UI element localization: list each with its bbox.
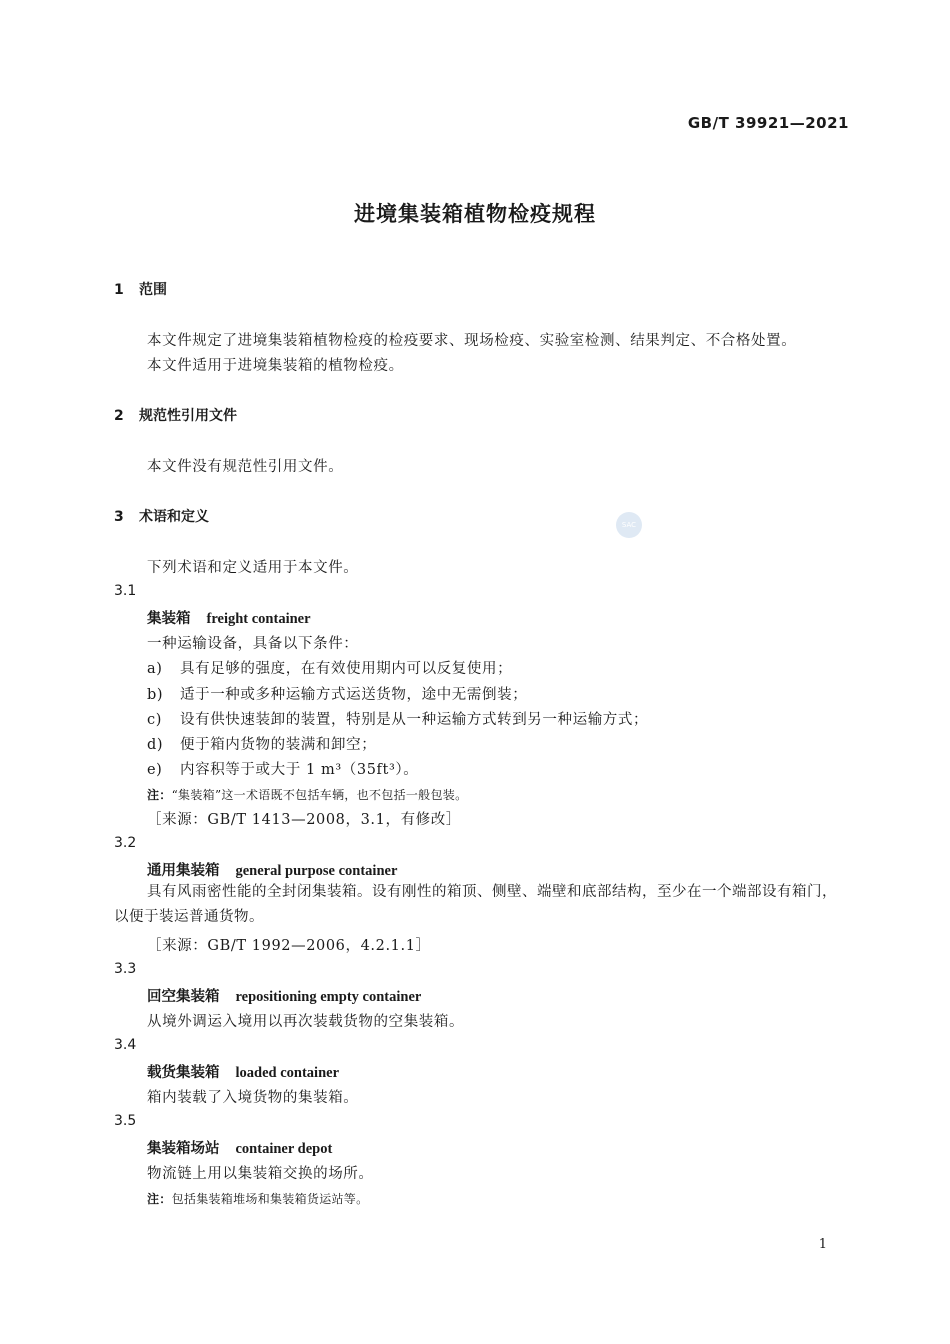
- section-heading-scope: [114, 279, 167, 299]
- list-label: a): [147, 661, 163, 677]
- section-number: 2: [114, 408, 124, 424]
- term-chinese: 集装箱场站: [147, 1141, 220, 1157]
- term-english: container depot: [235, 1141, 333, 1157]
- section-title: 规范性引用文件: [139, 408, 237, 424]
- term-definition: 具有风雨密性能的全封闭集装箱。设有刚性的箱顶、侧壁、端壁和底部结构，至少在一个端部设有箱门，以便于装运普通货物。: [114, 884, 837, 925]
- term-definition: 箱内装载了入境货物的集装箱。: [147, 1090, 359, 1106]
- paragraph: 本文件没有规范性引用文件。: [147, 459, 344, 475]
- document-title: 进境集装箱植物检疫规程: [354, 202, 596, 226]
- clause-number: 3.4: [114, 1037, 137, 1053]
- list-item: [147, 758, 418, 779]
- section-title: 范围: [139, 282, 167, 298]
- page-number: 1: [818, 1237, 827, 1252]
- term-english: freight container: [206, 611, 311, 627]
- note: [147, 786, 467, 803]
- section-heading-terms-definitions: [114, 506, 209, 526]
- list-item: [147, 733, 376, 754]
- term-chinese: 回空集装箱: [147, 989, 220, 1005]
- standard-code: GB/T 39921—2021: [687, 114, 849, 132]
- section-title: 术语和定义: [139, 509, 209, 525]
- term-chinese: 通用集装箱: [147, 863, 220, 879]
- list-text: 具有足够的强度，在有效使用期内可以反复使用；: [180, 661, 513, 677]
- source-reference: ［来源：GB/T 1413—2008，3.1，有修改］: [147, 812, 461, 828]
- list-text: 内容积等于或大于 1 m³（35ft³）。: [180, 762, 419, 778]
- list-label: b): [147, 687, 164, 703]
- list-text: 便于箱内货物的装满和卸空；: [180, 737, 377, 753]
- list-item: [147, 657, 512, 678]
- clause-number: 3.3: [114, 961, 137, 977]
- clause-number: 3.1: [114, 583, 137, 599]
- note-label: 注：: [147, 1192, 172, 1206]
- term-english: repositioning empty container: [235, 989, 422, 1005]
- list-item: [147, 683, 527, 704]
- paragraph: 本文件适用于进境集装箱的植物检疫。: [147, 358, 404, 374]
- sac-watermark-logo: SAC: [616, 512, 642, 538]
- term-heading: [147, 985, 421, 1006]
- term-chinese: 载货集装箱: [147, 1065, 220, 1081]
- clause-number: 3.5: [114, 1113, 137, 1129]
- term-definition: 从境外调运入境用以再次装载货物的空集装箱。: [147, 1014, 465, 1030]
- paragraph: 下列术语和定义适用于本文件。: [147, 560, 359, 576]
- term-english: loaded container: [235, 1065, 340, 1081]
- list-label: c): [147, 712, 162, 728]
- note-label: 注：: [147, 788, 172, 802]
- term-heading: [147, 1061, 339, 1082]
- term-heading: [147, 859, 397, 880]
- section-number: 3: [114, 509, 124, 525]
- section-number: 1: [114, 282, 124, 298]
- note: [147, 1190, 368, 1207]
- list-item: [147, 708, 648, 729]
- paragraph: 本文件规定了进境集装箱植物检疫的检疫要求、现场检疫、实验室检测、结果判定、不合格处置。: [147, 333, 797, 349]
- clause-number: 3.2: [114, 835, 137, 851]
- note-text: 包括集装箱堆场和集装箱货运站等。: [171, 1192, 369, 1206]
- term-english: general purpose container: [235, 863, 398, 879]
- section-heading-normative-references: [114, 405, 237, 425]
- list-text: 适于一种或多种运输方式运送货物，途中无需倒装；: [180, 687, 528, 703]
- term-definition: 一种运输设备，具备以下条件：: [147, 636, 359, 652]
- note-text: “集装箱”这一术语既不包括车辆，也不包括一般包装。: [171, 788, 468, 802]
- term-heading: [147, 1137, 332, 1158]
- term-definition: 物流链上用以集装箱交换的场所。: [147, 1166, 374, 1182]
- list-label: e): [147, 762, 163, 778]
- term-heading: [147, 607, 311, 628]
- term-chinese: 集装箱: [147, 611, 191, 627]
- list-label: d): [147, 737, 164, 753]
- list-text: 设有供快速装卸的装置，特别是从一种运输方式转到另一种运输方式；: [180, 712, 649, 728]
- source-reference: ［来源：GB/T 1992—2006，4.2.1.1］: [147, 938, 431, 954]
